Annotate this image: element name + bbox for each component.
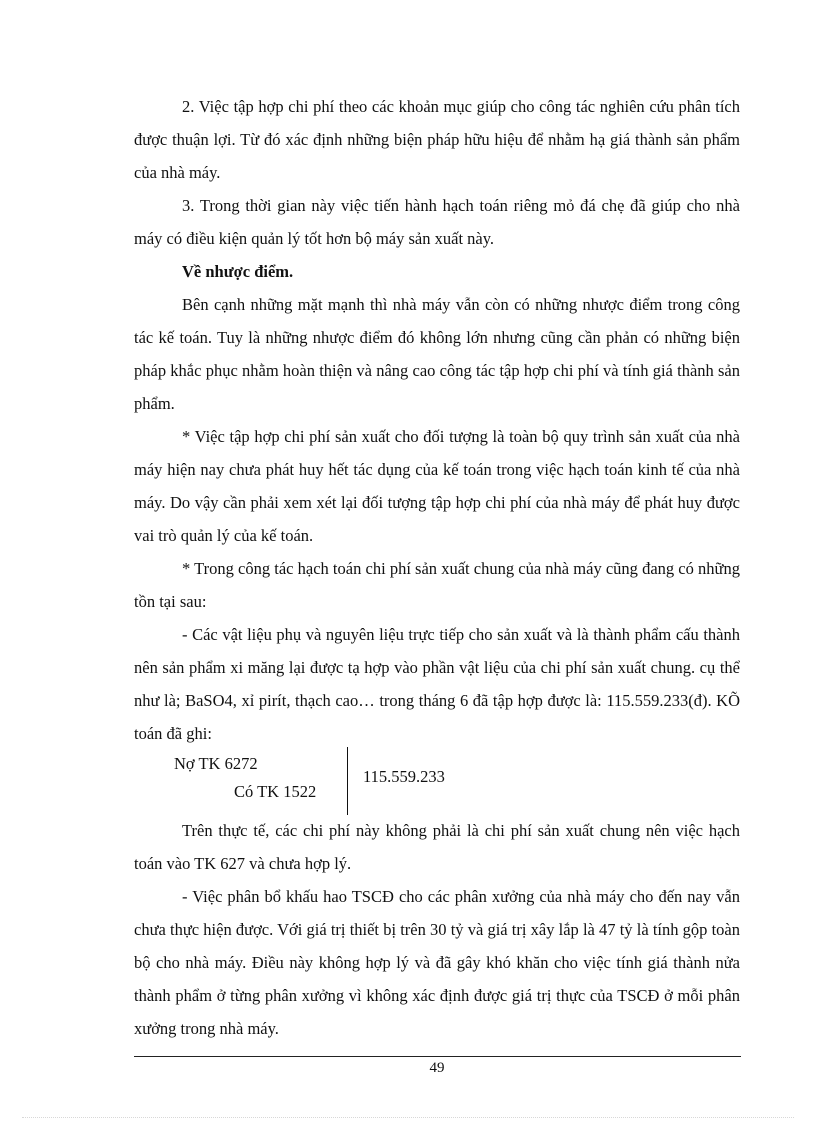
page-number: 49 [429, 1060, 445, 1076]
paragraph-materials: - Các vật liệu phụ và nguyên liệu trực tiếp cho sản xuất và là thành phẩm cấu thành nên sản phẩm xi măng lại được tạ hợp vào phần vật liệu của chi phí sản xuất chung. cụ thể như là; BaSO4, xỉ pirít, thạch cao… trong tháng 6 đã tập hợp được là: 115.559.233(đ). KÕ toán đã ghi: [134, 625, 740, 743]
paragraph-advantage-3: 3. Trong thời gian này việc tiến hành hạch toán riêng mỏ đá chẹ đã giúp cho nhà máy có điều kiện quản lý tốt hơn bộ máy sản xuất này. [134, 196, 740, 248]
page-body [134, 90, 740, 1045]
paragraph-reality: Trên thực tế, các chi phí này không phải là chi phí sản xuất chung nên việc hạch toán vào TK 627 và chưa hợp lý. [134, 821, 740, 873]
paragraph-advantage-2: 2. Việc tập hợp chi phí theo các khoản mục giúp cho công tác nghiên cứu phân tích được thuận lợi. Từ đó xác định những biện pháp hữu hiệu để nhằm hạ giá thành sản phẩm của nhà máy. [134, 97, 740, 182]
paragraph-depreciation: - Việc phân bổ khấu hao TSCĐ cho các phân xưởng của nhà máy cho đến nay vẫn chưa thực hiện được. Với giá trị thiết bị trên 30 tỷ và giá trị xây lắp là 47 tỷ là tính gộp toàn bộ cho nhà máy. Điều này không hợp lý và đã gây khó khăn cho việc tính giá thành nửa thành phẩm ở từng phân xưởng vì không xác định được giá trị thực của TSCĐ ở mỗi phân xưởng trong nhà máy. [134, 887, 740, 1038]
journal-credit: Có TK 1522 [234, 782, 317, 801]
journal-amount: 115.559.233 [363, 767, 445, 786]
footer-rule [134, 1056, 741, 1057]
paragraph-cost-object: * Việc tập hợp chi phí sản xuất cho đối tượng là toàn bộ quy trình sản xuất của nhà máy hiện nay chưa phát huy hết tác dụng của kế toán trong việc hạch toán kinh tế của nhà máy. Do vậy cần phải xem xét lại đối tượng tập hợp chi phí của nhà máy để phát huy được vai trò quản lý của kế toán. [134, 427, 740, 545]
journal-divider [347, 747, 348, 815]
journal-entry [134, 750, 740, 814]
page-bottom-border [22, 1117, 794, 1118]
paragraph-disadvantages-intro: Bên cạnh những mặt mạnh thì nhà máy vẫn còn có những nhược điểm trong công tác kế toán. Tuy là những nhược điểm đó không lớn nhưng cũng cần phản có những biện pháp khắc phục nhằm hoàn thiện và nâng cao công tác tập hợp chi phí và tính giá thành sản phẩm. [134, 295, 740, 413]
paragraph-general-costs: * Trong công tác hạch toán chi phí sản xuất chung của nhà máy cũng đang có những tồn tại sau: [134, 559, 740, 611]
journal-debit: Nợ TK 6272 [174, 754, 258, 773]
section-heading-disadvantages: Về nhược điểm. [182, 262, 294, 281]
